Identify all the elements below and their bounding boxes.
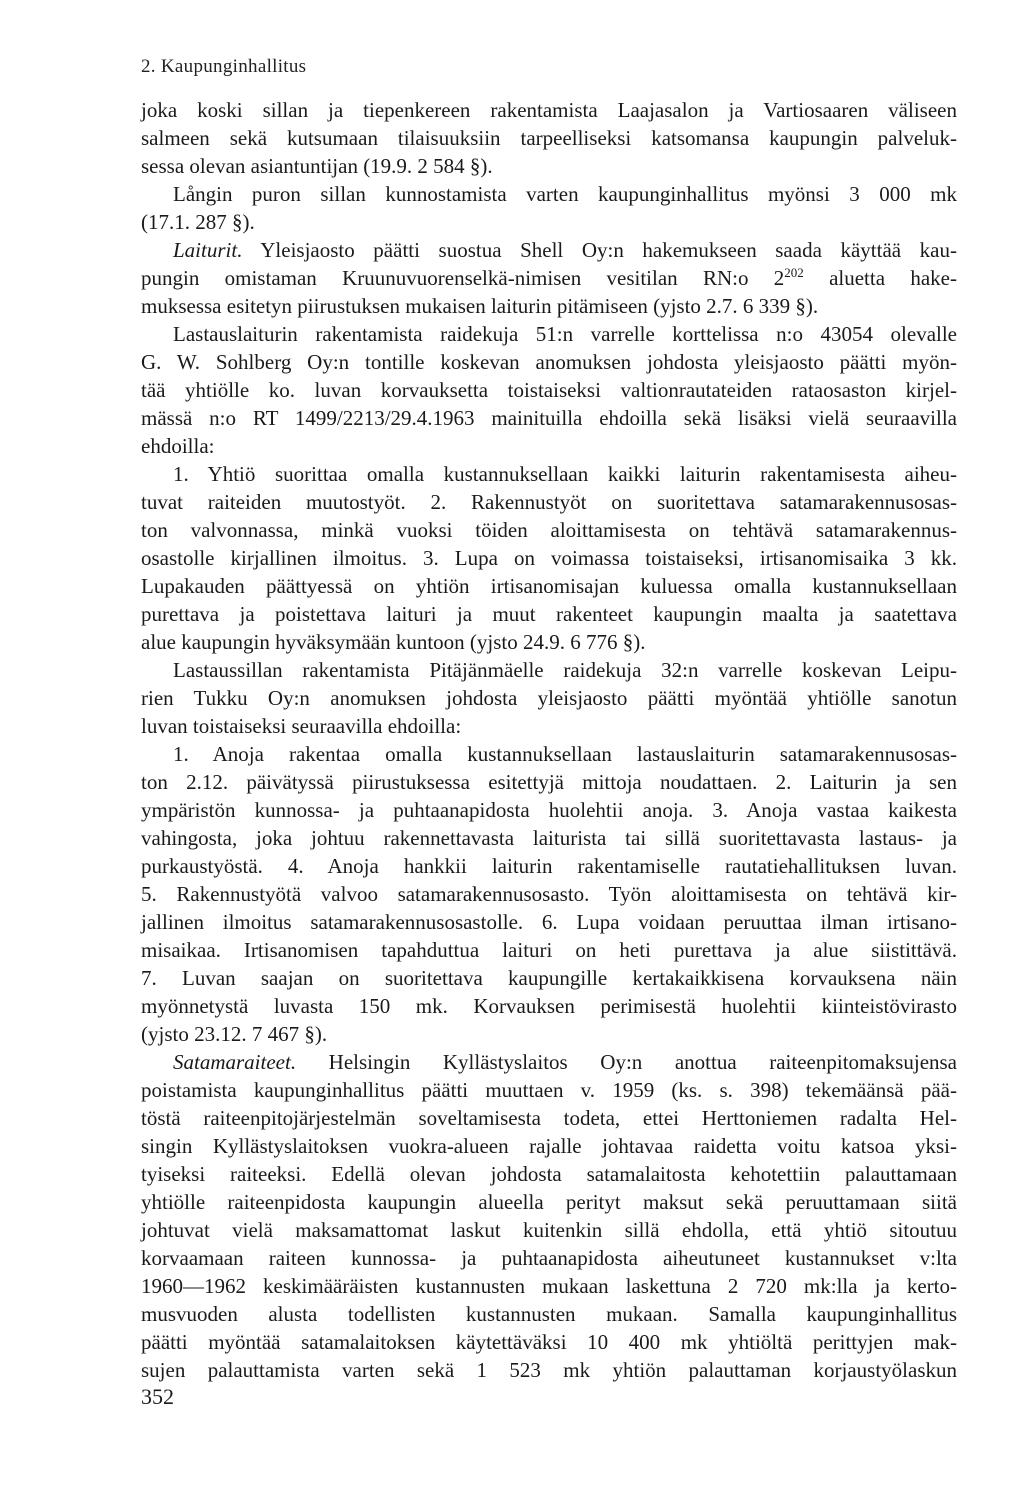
text-line: sessa olevan asiantuntijan (19.9. 2 584 §). bbox=[141, 154, 493, 178]
text-line: tyiseksi raiteeksi. Edellä olevan johdosta satamalaitosta kehotettiin palauttamaan bbox=[141, 1162, 957, 1186]
text-line: mässä n:o RT 1499/2213/29.4.1963 mainituilla ehdoilla sekä lisäksi vielä seuraavilla bbox=[141, 406, 957, 430]
text-line: johtuvat vielä maksamattomat laskut kuitenkin sillä ehdolla, että yhtiö sitoutuu bbox=[141, 1218, 957, 1242]
text-line: osastolle kirjallinen ilmoitus. 3. Lupa on voimassa toistaiseksi, irtisanomisaika 3 kk. bbox=[141, 546, 957, 570]
text-line: G. W. Sohlberg Oy:n tontille koskevan anomuksen johdosta yleisjaosto päätti myön- bbox=[141, 350, 957, 374]
text-line: purkaustyöstä. 4. Anoja hankkii laiturin rakentamiselle rautatiehallituksen luvan. bbox=[141, 854, 957, 878]
running-head: 2. Kaupunginhallitus bbox=[141, 56, 307, 77]
text-line-body: pungin omistaman Kruunuvuorenselkä-nimisen vesitilan RN:o 2 bbox=[141, 266, 785, 290]
page-number: 352 bbox=[141, 1384, 174, 1409]
text-line: Lupakauden päättyessä on yhtiön irtisanomisajan kuluessa omalla kustannuksellaan bbox=[141, 574, 957, 598]
body-text bbox=[141, 96, 957, 1384]
text-line: sujen palauttamista varten sekä 1 523 mk yhtiön palauttaman korjaustyölaskun bbox=[141, 1358, 957, 1382]
text-line: korvaamaan raiteen kunnossa- ja puhtaanapidosta aiheutuneet kustannukset v:lta bbox=[141, 1246, 957, 1270]
text-line: 5. Rakennustyötä valvoo satamarakennusosasto. Työn aloittamisesta on tehtävä kir- bbox=[141, 882, 957, 906]
text-line: musvuoden alusta todellisten kustannusten mukaan. Samalla kaupunginhallitus bbox=[141, 1302, 957, 1326]
text-line: (yjsto 23.12. 7 467 §). bbox=[141, 1022, 328, 1046]
text-line: 7. Luvan saajan on suoritettava kaupungille kertakaikkisena korvauksena näin bbox=[141, 966, 957, 990]
text-line: Lastaussillan rakentamista Pitäjänmäelle raidekuja 32:n varrelle koskevan Leipu- bbox=[173, 658, 957, 682]
text-line-body: Helsingin Kyllästyslaitos Oy:n anottua raiteenpitomaksujensa bbox=[328, 1050, 958, 1074]
text-line: päätti myöntää satamalaitoksen käytettäväksi 10 400 mk yhtiöltä perittyjen mak- bbox=[141, 1330, 957, 1354]
text-line bbox=[141, 236, 957, 264]
text-line: ton valvonnassa, minkä vuoksi töiden aloittamisesta on tehtävä satamarakennus- bbox=[141, 518, 957, 542]
superscript: 202 bbox=[784, 265, 804, 280]
run-in-heading: Laiturit. bbox=[173, 238, 243, 262]
text-line: Lastauslaiturin rakentamista raidekuja 51:n varrelle korttelissa n:o 43054 olevalle bbox=[173, 322, 957, 346]
text-line: vahingosta, joka johtuu rakennettavasta laiturista tai sillä suoritettavasta lastaus- ja bbox=[141, 826, 957, 850]
text-line-body: Yleisjaosto päätti suostua Shell Oy:n hakemukseen saada käyttää kau- bbox=[260, 238, 957, 262]
text-line: joka koski sillan ja tiepenkereen rakentamista Laajasalon ja Vartiosaaren väliseen bbox=[141, 98, 957, 122]
text-line: rien Tukku Oy:n anomuksen johdosta yleisjaosto päätti myöntää yhtiölle sanotun bbox=[141, 686, 957, 710]
text-line: singin Kyllästyslaitoksen vuokra-alueen rajalle johtavaa raidetta voitu katsoa yksi- bbox=[141, 1134, 957, 1158]
text-line: muksessa esitetyn piirustuksen mukaisen laiturin pitämiseen (yjsto 2.7. 6 339 §). bbox=[141, 294, 819, 318]
text-line: poistamista kaupunginhallitus päätti muuttaen v. 1959 (ks. s. 398) tekemäänsä pää- bbox=[141, 1078, 957, 1102]
text-line: Långin puron sillan kunnostamista varten kaupunginhallitus myönsi 3 000 mk bbox=[173, 182, 957, 206]
text-line: alue kaupungin hyväksymään kuntoon (yjsto 24.9. 6 776 §). bbox=[141, 630, 646, 654]
text-line: jallinen ilmoitus satamarakennusosastolle. 6. Lupa voidaan peruuttaa ilman irtisano- bbox=[141, 910, 957, 934]
text-line: yhtiölle raiteenpidosta kaupungin alueella perityt maksut sekä peruuttamaan siitä bbox=[141, 1190, 957, 1214]
text-line: misaikaa. Irtisanomisen tapahduttua laituri on heti purettava ja alue siistittävä. bbox=[141, 938, 957, 962]
text-line: myönnetystä luvasta 150 mk. Korvauksen perimisestä huolehtii kiinteistövirasto bbox=[141, 994, 957, 1018]
text-line-tail: aluetta hake- bbox=[803, 266, 957, 290]
text-line: ehdoilla: bbox=[141, 434, 215, 458]
text-line: tää yhtiölle ko. luvan korvauksetta toistaiseksi valtionrautateiden rataosaston kirjel- bbox=[141, 378, 957, 402]
text-line: töstä raiteenpitojärjestelmän soveltamisesta todeta, ettei Herttoniemen radalta Hel- bbox=[141, 1106, 957, 1130]
text-line: ton 2.12. päivätyssä piirustuksessa esitettyjä mittoja noudattaen. 2. Laiturin ja sen bbox=[141, 770, 957, 794]
text-line bbox=[141, 264, 957, 292]
text-line: tuvat raiteiden muutostyöt. 2. Rakennustyöt on suoritettava satamarakennusosas- bbox=[141, 490, 957, 514]
text-line: 1. Yhtiö suorittaa omalla kustannuksellaan kaikki laiturin rakentamisesta aiheu- bbox=[173, 462, 957, 486]
text-line: 1960—1962 keskimääräisten kustannusten mukaan laskettuna 2 720 mk:lla ja kerto- bbox=[141, 1274, 957, 1298]
run-in-heading: Satamaraiteet. bbox=[173, 1050, 297, 1074]
text-line: luvan toistaiseksi seuraavilla ehdoilla: bbox=[141, 714, 462, 738]
text-line: purettava ja poistettava laituri ja muut rakenteet kaupungin maalta ja saatettava bbox=[141, 602, 957, 626]
text-line: ympäristön kunnossa- ja puhtaanapidosta huolehtii anoja. 3. Anoja vastaa kaikesta bbox=[141, 798, 957, 822]
text-line: salmeen sekä kutsumaan tilaisuuksiin tarpeelliseksi katsomansa kaupungin palveluk- bbox=[141, 126, 957, 150]
text-line: (17.1. 287 §). bbox=[141, 210, 255, 234]
text-line bbox=[141, 1048, 957, 1076]
text-line: 1. Anoja rakentaa omalla kustannuksellaan lastauslaiturin satamarakennusosas- bbox=[173, 742, 957, 766]
